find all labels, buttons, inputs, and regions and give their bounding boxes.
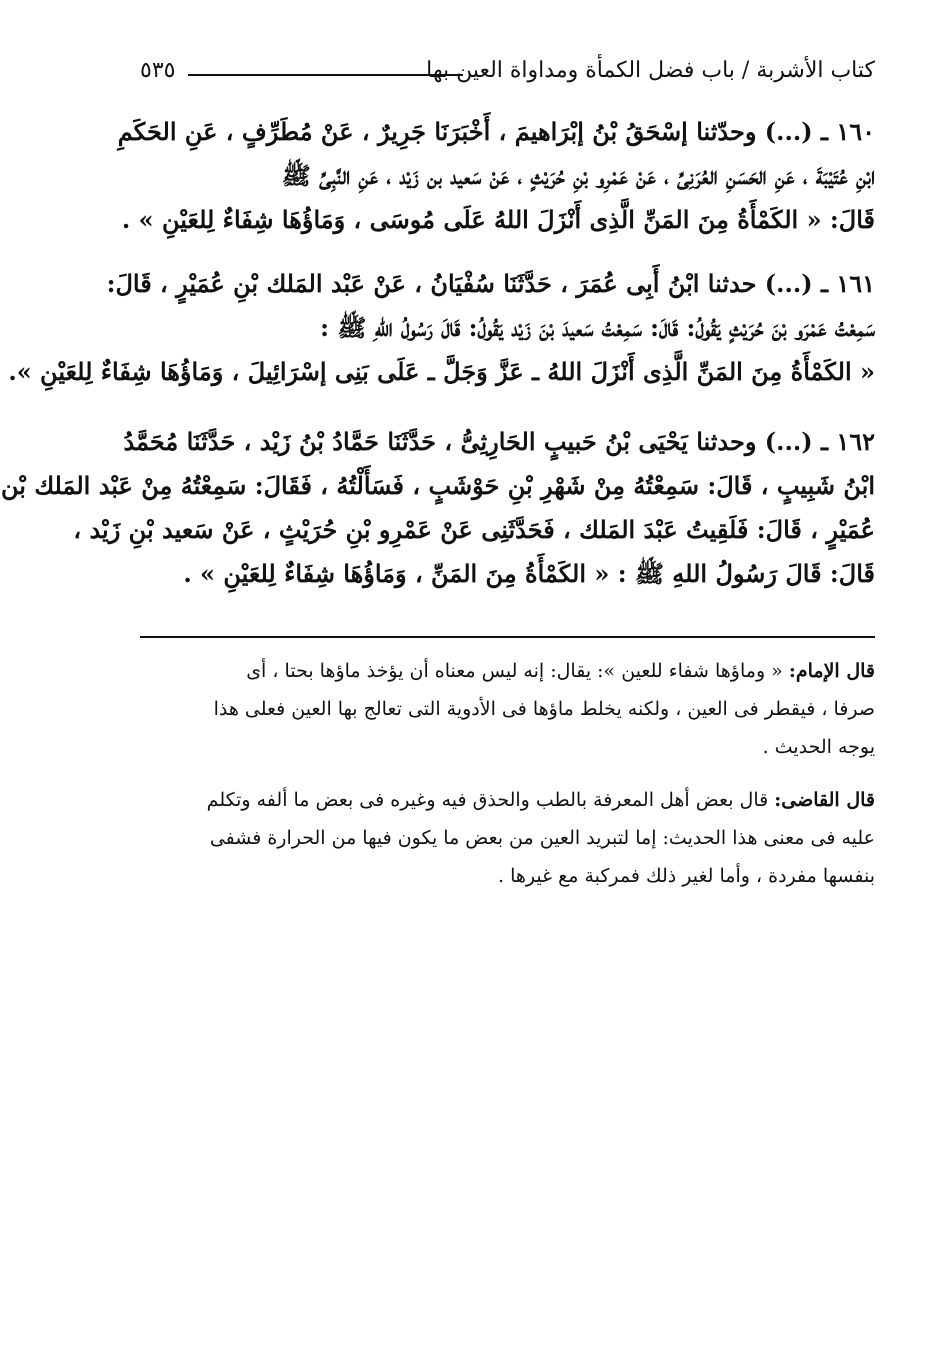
commentary-speaker: قال القاضى: [774,789,875,811]
commentary-text: قال بعض أهل المعرفة بالطب والحذق فيه وغيره فى بعض ما ألفه وتكلم [206,789,775,811]
commentary-line [140,781,875,819]
running-header [140,58,875,92]
page-number: ٥٣٥ [140,58,176,83]
hadith-line: ابْنِ عُتَيْبَةَ ، عَنِ الحَسَنِ العُرَنِىِّ ، عَنْ عَمْرِو بْنِ حُرَيْثٍ ، عَنْ سَعيد بن زَيْد ، عَنِ النَّبِىِّ ﷺ [281,161,875,190]
hadith-line: « الكَمْأَةُ مِنَ المَنِّ الَّذِى أَنْزَلَ اللهُ ـ عَزَّ وَجَلَّ ـ عَلَى بَنِى إسْرَائِيلَ ، وَمَاؤُهَا شِفَاءٌ لِلعَيْنِ ». [8,357,875,386]
commentary-line [140,652,875,690]
hadith-line: عُمَيْرٍ ، قَالَ: فَلَقِيتُ عَبْدَ المَلك ، فَحَدَّثَنِى عَنْ عَمْرِو بْنِ حُرَيْثٍ ، عَنْ سَعيد بْنِ زَيْد ، [73,515,875,544]
hadith-162 [1,420,875,596]
header-rule [188,74,463,76]
commentary-line: عليه فى معنى هذا الحديث: إما لتبريد العين من بعض ما يكون فيها من الحرارة فشفى [209,827,875,849]
commentary-qadi [140,781,875,895]
hadith-line: ١٦٢ ـ (...) وحدثنا يَحْيَى بْنُ حَبيبٍ الحَارِثِىُّ ، حَدَّثَنَا حَمَّادُ بْنُ زَيْد ، حَدَّثَنَا مُحَمَّدُ [123,427,875,456]
hadith-line: قَالَ: قَالَ رَسُولُ اللهِ ﷺ : « الكَمْأَةُ مِنَ المَنِّ ، وَمَاؤُهَا شِفَاءٌ لِلعَيْنِ » . [183,559,875,588]
commentary-speaker: قال الإمام: [788,660,875,682]
commentary-line: بنفسها مفردة ، وأما لغير ذلك فمركبة مع غيرها . [498,865,875,887]
hadith-161 [8,262,875,394]
hadith-line: سَمِعْتُ عَمْرَو بْنَ حُرَيْثٍ يَقُولُ: قَالَ: سَمِعْتُ سَعيدَ بْنَ زَيْد يَقُولُ: قَالَ رَسُولُ اللهِ ﷺ : [320,313,875,342]
hadith-160 [117,110,875,242]
hadith-line: ابْنُ شَبِيبٍ ، قَالَ: سَمِعْتُهُ مِنْ شَهْرِ بْنِ حَوْشَبٍ ، فَسَأَلْتُهُ ، فَقَالَ: سَمِعْتُهُ مِنْ عَبْد المَلك بْن [1,471,875,500]
commentary-imam [140,652,875,766]
commentary-text: « وماؤها شفاء للعين »: يقال: إنه ليس معناه أن يؤخذ ماؤها بحتا ، أى [246,660,789,682]
hadith-line: ١٦١ ـ (...) حدثنا ابْنُ أَبِى عُمَرَ ، حَدَّثَنَا سُفْيَانُ ، عَنْ عَبْد المَلك بْنِ عُمَيْرٍ ، قَالَ: [106,269,875,298]
chapter-title: كتاب الأشربة / باب فضل الكمأة ومداواة العين بها [426,58,875,83]
hadith-line: قَالَ: « الكَمْأَةُ مِنَ المَنِّ الَّذِى أَنْزَلَ اللهُ عَلَى مُوسَى ، وَمَاؤُهَا شِفَاءٌ لِلعَيْنِ » . [121,205,875,234]
commentary-line: صرفا ، فيقطر فى العين ، ولكنه يخلط ماؤها فى الأدوية التى تعالج بها العين فعلى هذا [213,698,875,720]
commentary-line: يوجه الحديث . [762,736,875,758]
footnote-divider [140,636,875,638]
hadith-line: ١٦٠ ـ (...) وحدّثنا إسْحَقُ بْنُ إبْرَاهيمَ ، أَخْبَرَنَا جَرِيرٌ ، عَنْ مُطَرِّفٍ ، عَنِ الحَكَمِ [117,117,875,146]
